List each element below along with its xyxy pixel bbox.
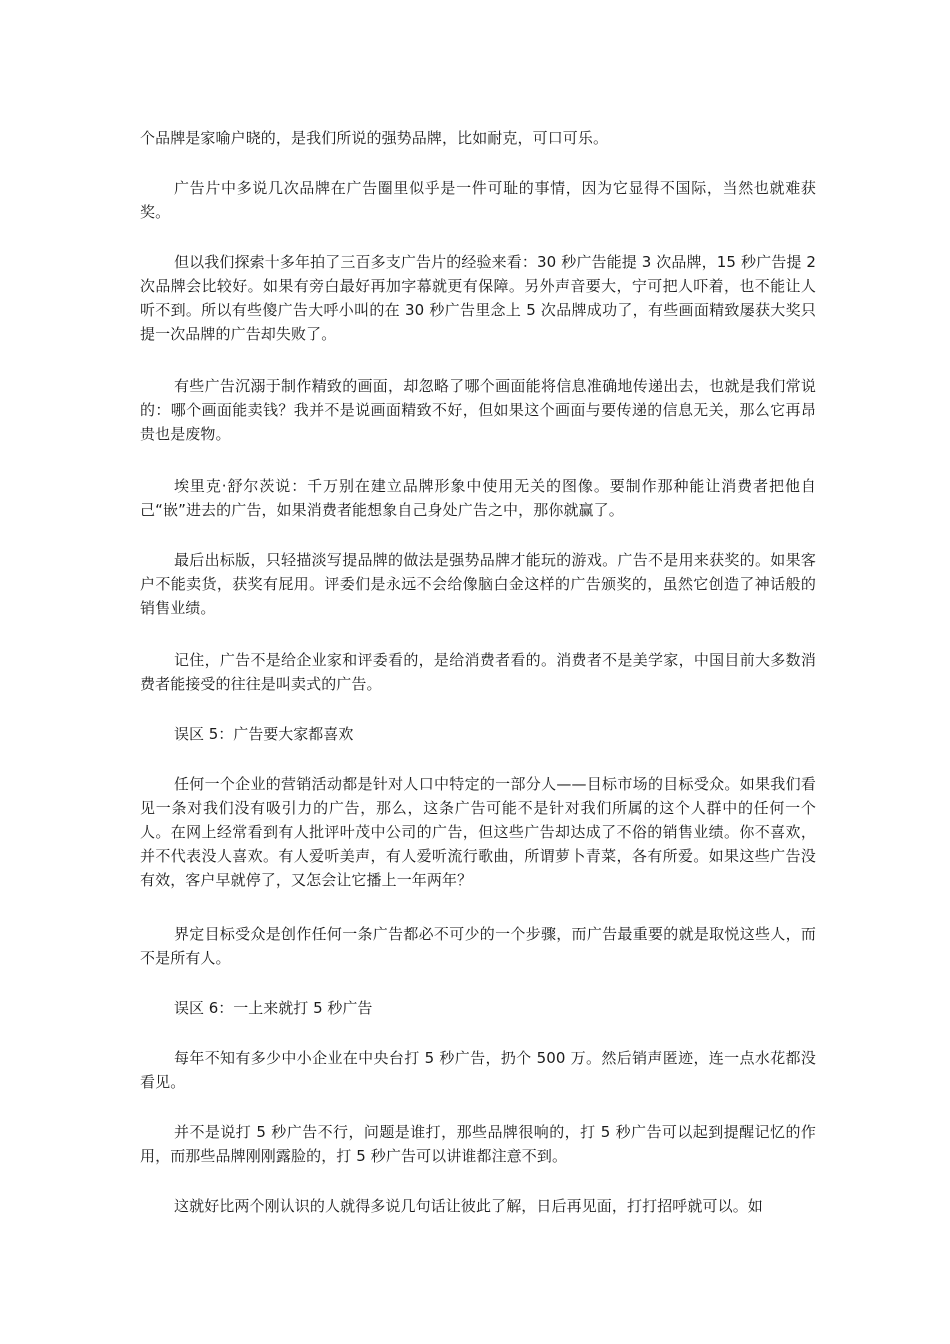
paragraph-1: 个品牌是家喻户晓的，是我们所说的强势品牌，比如耐克，可口可乐。 bbox=[140, 129, 609, 147]
paragraph-12: 这就好比两个刚认识的人就得多说几句话让彼此了解，日后再见面，打打招呼就可以。如 bbox=[174, 1197, 763, 1215]
paragraph-9: 界定目标受众是创作任何一条广告都必不可少的一个步骤，而广告最重要的就是取悦这些人，而不是所有人。 bbox=[140, 925, 816, 967]
paragraph-3: 但以我们探索十多年拍了三百多支广告片的经验来看：30 秒广告能提 3 次品牌，15 秒广告提 2 次品牌会比较好。如果有旁白最好再加字幕就更有保障。另外声音要大，宁可把人吓着，也不能让人听不到。所以有些傻广告大呼小叫的在 30 秒广告里念上 5 次品牌成功了，有些画面精致屡获大奖只提一次品牌的广告却失败了。 bbox=[140, 253, 816, 343]
paragraph-7: 记住，广告不是给企业家和评委看的，是给消费者看的。消费者不是美学家，中国目前大多数消费者能接受的往往是叫卖式的广告。 bbox=[140, 651, 816, 693]
paragraph-10: 每年不知有多少中小企业在中央台打 5 秒广告，扔个 500 万。然后销声匿迹，连一点水花都没看见。 bbox=[140, 1049, 816, 1091]
paragraph-8: 任何一个企业的营销活动都是针对人口中特定的一部分人——目标市场的目标受众。如果我们看见一条对我们没有吸引力的广告，那么，这条广告可能不是针对我们所属的这个人群中的任何一个人。在网上经常看到有人批评叶茂中公司的广告，但这些广告却达成了不俗的销售业绩。你不喜欢，并不代表没人喜欢。有人爱听美声，有人爱听流行歌曲，所谓萝卜青菜，各有所爱。如果这些广告没有效，客户早就停了，又怎会让它播上一年两年？ bbox=[140, 775, 816, 889]
paragraph-2: 广告片中多说几次品牌在广告圈里似乎是一件可耻的事情，因为它显得不国际，当然也就难获奖。 bbox=[140, 179, 816, 221]
section-heading-5: 误区 5：广告要大家都喜欢 bbox=[174, 725, 354, 743]
paragraph-4: 有些广告沉溺于制作精致的画面，却忽略了哪个画面能将信息准确地传递出去，也就是我们常说的：哪个画面能卖钱？我并不是说画面精致不好，但如果这个画面与要传递的信息无关，那么它再昂贵也是废物。 bbox=[140, 377, 816, 443]
paragraph-5: 埃里克·舒尔茨说：千万别在建立品牌形象中使用无关的图像。要制作那种能让消费者把他自己“嵌”进去的广告，如果消费者能想象自己身处广告之中，那你就赢了。 bbox=[140, 477, 816, 519]
paragraph-6: 最后出标版，只轻描淡写提品牌的做法是强势品牌才能玩的游戏。广告不是用来获奖的。如果客户不能卖货，获奖有屁用。评委们是永远不会给像脑白金这样的广告颁奖的，虽然它创造了神话般的销售业绩。 bbox=[140, 551, 816, 617]
paragraph-11: 并不是说打 5 秒广告不行，问题是谁打，那些品牌很响的，打 5 秒广告可以起到提醒记忆的作用，而那些品牌刚刚露脸的，打 5 秒广告可以讲谁都注意不到。 bbox=[140, 1123, 816, 1165]
section-heading-6: 误区 6：一上来就打 5 秒广告 bbox=[174, 999, 373, 1017]
